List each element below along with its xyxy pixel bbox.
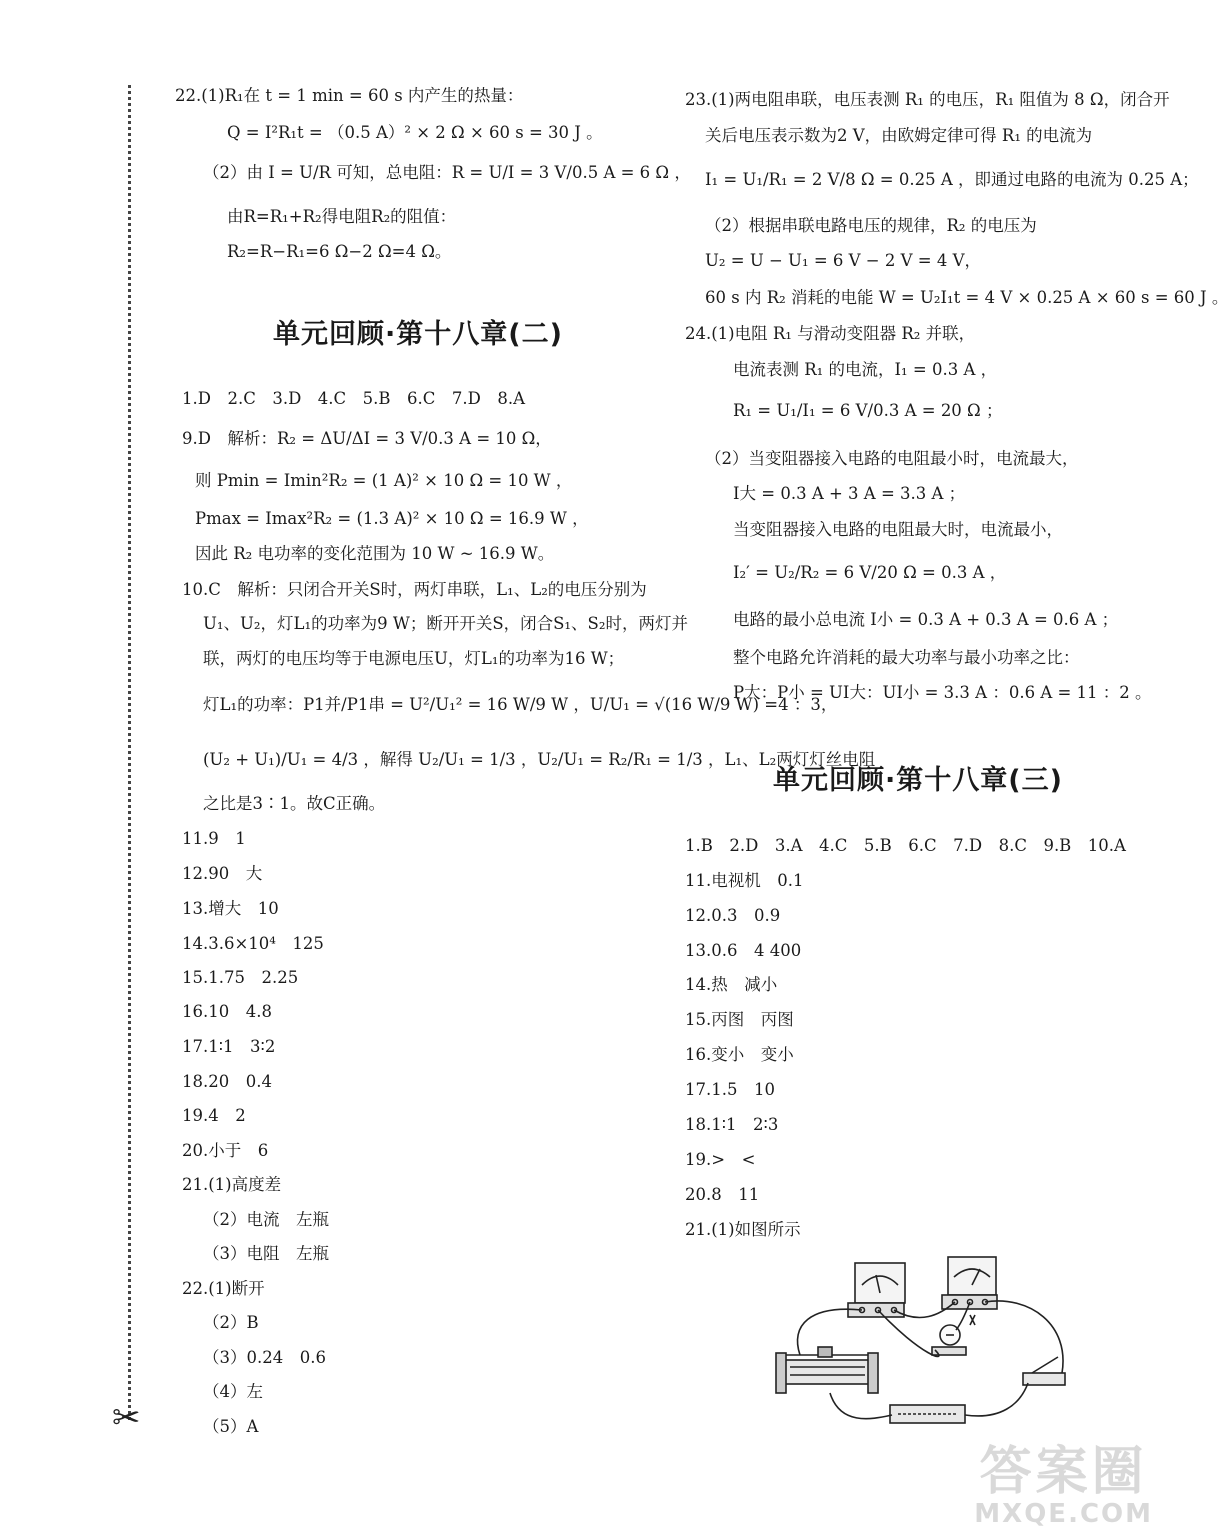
scissors-icon: ✂ (112, 1398, 141, 1438)
wire (965, 1383, 1028, 1416)
answer-line: 16.10 4.8 (182, 1002, 272, 1021)
section-title-chapter18-3: 单元回顾·第十八章(三) (773, 765, 1063, 796)
q22-line-1: 22.(1)R₁在 t = 1 min = 60 s 内产生的热量： (175, 86, 524, 105)
answer-line: （3）0.24 0.6 (203, 1348, 326, 1367)
answer-line: 20.8 11 (685, 1185, 760, 1204)
answer-line: （5）A (203, 1417, 259, 1436)
wire (985, 1301, 1063, 1373)
q24-line: I大 = 0.3 A + 3 A = 3.3 A ； (733, 484, 966, 503)
answer-line: Pmax = Imax²R₂ = (1.3 A)² × 10 Ω = 16.9 W ， (195, 509, 589, 528)
answer-line: 12.0.3 0.9 (685, 906, 781, 925)
switch-icon (1023, 1357, 1065, 1385)
watermark-url: MXQE.COM (974, 1499, 1153, 1529)
q22-line-4: 由R=R₁+R₂得电阻R₂的阻值： (227, 207, 457, 226)
watermark (974, 1444, 1153, 1528)
answer-line: 10.C 解析：只闭合开关S时，两灯串联，L₁、L₂的电压分别为 (182, 580, 647, 599)
watermark-logo-text: 答案圈 (979, 1442, 1148, 1502)
answer-line: 17.1∶1 3∶2 (182, 1037, 276, 1056)
q24-line: R₁ = U₁/I₁ = 6 V/0.3 A = 20 Ω ； (733, 401, 1003, 420)
answer-line: 9.D 解析：R₂ = ΔU/ΔI = 3 V/0.3 A = 10 Ω， (182, 429, 552, 448)
q22-line-5: R₂=R−R₁=6 Ω−2 Ω=4 Ω。 (227, 242, 452, 261)
answer-line: 18.1∶1 2∶3 (685, 1115, 779, 1134)
answer-line: 21.(1)高度差 (182, 1175, 282, 1194)
answer-line: 14.热 减小 (685, 975, 778, 994)
answer-line: 17.1.5 10 (685, 1080, 775, 1099)
q22-line-3: （2）由 I = U/R 可知，总电阻：R = U/I = 3 V/0.5 A = 6 Ω ， (203, 163, 691, 182)
answer-line: 15.1.75 2.25 (182, 968, 299, 987)
answer-line: 12.90 大 (182, 864, 263, 883)
section-title-chapter18-2: 单元回顾·第十八章(二) (273, 319, 563, 350)
q24-line: P大：P小 = UI大：UI小 = 3.3 A ：0.6 A = 11 ：2 。 (733, 683, 1152, 702)
answer-line: (U₂ + U₁)/U₁ = 4/3 ，解得 U₂/U₁ = 1/3 ，U₂/U₁ = R₂/R₁ = 1/3 ，L₁、L₂两灯灯丝电阻 (203, 750, 876, 769)
answer-line: 19.> < (685, 1150, 756, 1169)
answer-line: 11.电视机 0.1 (685, 871, 804, 890)
answer-line: （2）电流 左瓶 (203, 1210, 329, 1229)
q24-line: 电路的最小总电流 I小 = 0.3 A + 0.3 A = 0.6 A ； (733, 610, 1119, 629)
cross-mark-icon (970, 1315, 975, 1325)
q23-line: （2）根据串联电路电压的规律，R₂ 的电压为 (705, 216, 1037, 235)
answer-line: 1.B 2.D 3.A 4.C 5.B 6.C 7.D 8.C 9.B 10.A (685, 836, 1126, 855)
q23-line: I₁ = U₁/R₁ = 2 V/8 Ω = 0.25 A ，即通过电路的电流为 0.25 A； (705, 170, 1199, 189)
answer-line: 13.0.6 4 400 (685, 941, 802, 960)
answer-line: （4）左 (203, 1382, 263, 1401)
answer-line: U₁、U₂，灯L₁的功率为9 W；断开开关S，闭合S₁、S₂时，两灯并 (203, 614, 688, 633)
answer-line: （2）B (203, 1313, 259, 1332)
q23-line: 关后电压表示数为2 V，由欧姆定律可得 R₁ 的电流为 (705, 126, 1093, 145)
q24-line: 当变阻器接入电路的电阻最大时，电流最小， (733, 520, 1063, 539)
answer-line: 20.小于 6 (182, 1141, 269, 1160)
q24-line: 电流表测 R₁ 的电流，I₁ = 0.3 A ， (733, 360, 998, 379)
lightbulb-icon (932, 1325, 966, 1355)
rheostat-icon (776, 1347, 878, 1393)
answer-line: 13.增大 10 (182, 899, 279, 918)
answer-line: 则 Pmin = Imin²R₂ = (1 A)² × 10 Ω = 10 W ， (195, 471, 573, 490)
q24-line: （2）当变阻器接入电路的电阻最小时，电流最大， (705, 449, 1079, 468)
wire (830, 1393, 892, 1419)
answer-line: 1.D 2.C 3.D 4.C 5.B 6.C 7.D 8.A (182, 389, 526, 408)
answer-line: 18.20 0.4 (182, 1072, 272, 1091)
answer-line: 16.变小 变小 (685, 1045, 794, 1064)
cut-line (128, 85, 131, 1420)
answer-line: 灯L₁的功率：P1并/P1串 = U²/U₁² = 16 W/9 W ，U/U₁ = √(16 W/9 W) =4 ：3， (203, 695, 838, 714)
circuit-diagram (770, 1255, 1080, 1455)
answer-line: 19.4 2 (182, 1106, 246, 1125)
answer-line: 因此 R₂ 电功率的变化范围为 10 W ~ 16.9 W。 (195, 544, 555, 563)
answer-line: 22.(1)断开 (182, 1279, 265, 1298)
answer-line: 21.(1)如图所示 (685, 1220, 801, 1239)
answer-line: 11.9 1 (182, 829, 246, 848)
answer-line: 14.3.6×10⁴ 125 (182, 934, 324, 953)
q24-line: I₂′ = U₂/R₂ = 6 V/20 Ω = 0.3 A ， (733, 563, 1007, 582)
q23-line: U₂ = U − U₁ = 6 V − 2 V = 4 V， (705, 251, 981, 270)
q24-line: 整个电路允许消耗的最大功率与最小功率之比： (733, 648, 1080, 667)
q23-line: 60 s 内 R₂ 消耗的电能 W = U₂I₁t = 4 V × 0.25 A × 60 s = 60 J 。 (705, 288, 1228, 307)
answer-line: 之比是3∶1。故C正确。 (203, 794, 386, 813)
q22-line-2: Q = I²R₁t = （0.5 A）² × 2 Ω × 60 s = 30 J 。 (227, 123, 603, 142)
answer-line: 联，两灯的电压均等于电源电压U，灯L₁的功率为16 W； (203, 649, 625, 668)
answer-line: 15.丙图 丙图 (685, 1010, 794, 1029)
q24-line: 24.(1)电阻 R₁ 与滑动变阻器 R₂ 并联， (685, 324, 976, 343)
answer-line: （3）电阻 左瓶 (203, 1244, 329, 1263)
q23-line: 23.(1)两电阻串联，电压表测 R₁ 的电压，R₁ 阻值为 8 Ω，闭合开 (685, 90, 1170, 109)
battery-icon (890, 1405, 965, 1423)
